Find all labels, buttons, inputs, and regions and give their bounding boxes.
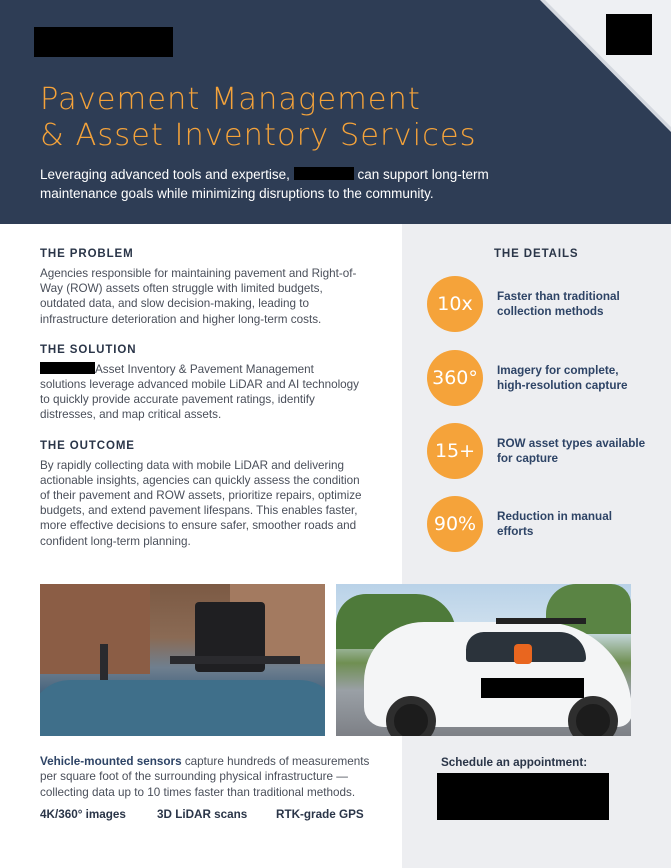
lidar-rig-photo: [40, 584, 325, 736]
content-column: [40, 248, 362, 549]
sensor-description-rest: capture hundreds of measurements per square foot of the surrounding physical infrastructure — collecting data up to 10 times faster than traditional methods.: [40, 755, 370, 799]
stat-circle: 15+: [427, 423, 483, 479]
solution-body-text: Asset Inventory & Pavement Management solutions leverage advanced mobile LiDAR and AI technology to quickly provide accurate pavement ratings, identify distresses, and map critical assets.: [40, 362, 360, 422]
title-line-1: Pavement Management: [40, 82, 421, 117]
detail-text: Imagery for complete, high-resolution capture: [497, 364, 628, 392]
capability-tag: 4K/360° images: [40, 808, 126, 821]
building-shape: [40, 584, 150, 674]
survey-vehicle-photo: [336, 584, 631, 736]
detail-item: [427, 423, 657, 479]
redacted-contact-info: [437, 773, 609, 820]
driver-vest: [514, 644, 532, 664]
detail-text: Faster than traditional collection methods: [497, 290, 620, 318]
header-banner: [0, 0, 671, 224]
outcome-heading: THE OUTCOME: [40, 439, 135, 452]
stat-circle: 90%: [427, 496, 483, 552]
redacted-vehicle-logo: [481, 678, 584, 698]
redacted-company-name: [40, 362, 95, 374]
vehicle-roof: [40, 680, 325, 736]
problem-heading: THE PROBLEM: [40, 248, 134, 260]
detail-text: ROW asset types available for capture: [497, 437, 646, 465]
subtitle-before: Leveraging advanced tools and expertise,: [40, 167, 290, 182]
sensor-mount-arm: [170, 656, 300, 664]
stat-circle: 360°: [427, 350, 483, 406]
subtitle-after: can support long-term maintenance goals while minimizing disruptions to the community.: [40, 167, 489, 201]
redacted-corner-mark: [606, 14, 652, 55]
redacted-company-name: [294, 167, 354, 180]
detail-item: [427, 496, 657, 552]
capability-tag: RTK-grade GPS: [276, 808, 364, 821]
subtitle: [40, 165, 520, 203]
details-heading: THE DETAILS: [494, 248, 579, 260]
redacted-logo: [34, 27, 173, 57]
roof-sensor-rack: [496, 618, 586, 624]
outcome-body: By rapidly collecting data with mobile LiDAR and delivering actionable insights, agencies can quickly assess the condition of their pavement and ROW assets, prioritize repairs, optimize budgets, and extend pavement lifespans. This enables faster, more effective decisions to ensure safer, smoother roads and confident long-term planning.: [40, 458, 362, 548]
title-line-2: & Asset Inventory Services: [40, 118, 477, 153]
detail-text: Reduction in manual efforts: [497, 510, 612, 538]
problem-body: Agencies responsible for maintaining pavement and Right-of-Way (ROW) assets often struggle with limited budgets, outdated data, and slow decision-making, leading to infrastructure deterioration and higher long-term costs.: [40, 267, 357, 326]
stat-circle: 10x: [427, 276, 483, 332]
capability-tag: 3D LiDAR scans: [157, 808, 248, 821]
detail-item: [427, 350, 657, 406]
schedule-heading: Schedule an appointment:: [441, 756, 588, 769]
solution-body: [40, 362, 362, 423]
solution-heading: THE SOLUTION: [40, 343, 137, 356]
detail-item: [427, 276, 657, 332]
sensor-description: [40, 754, 380, 800]
sensor-description-lead: Vehicle-mounted sensors: [40, 755, 182, 768]
page-title: [40, 82, 477, 154]
